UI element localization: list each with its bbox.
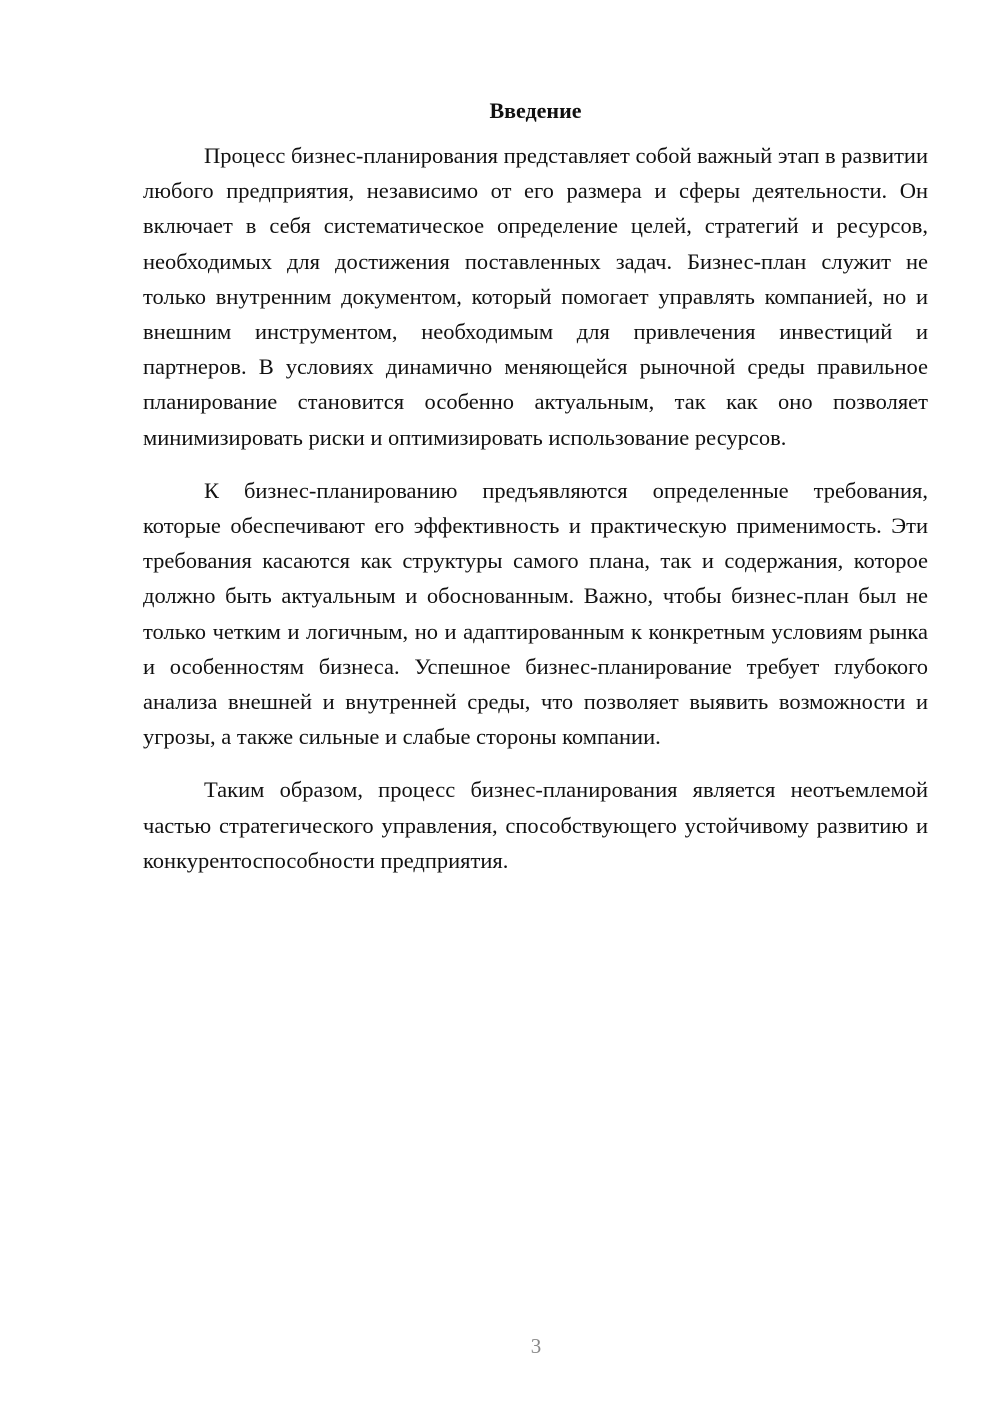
page-number: 3 — [530, 1334, 542, 1358]
document-body — [143, 96, 928, 878]
paragraph-intro: Процесс бизнес-планирования представляет собой важный этап в развитии любого предприятия, независимо от его размера и сферы деятельности. Он включает в себя систематическое определение целей, стратегий и ресурсов, необходимых для достижения поставленных задач. Бизнес-план служит не только внутренним документом, который помогает управлять компанией, но и внешним инструментом, необходимым для привлечения инвестиций и партнеров. В условиях динамично меняющейся рыночной среды правильное планирование становится особенно актуальным, так как оно позволяет минимизировать риски и оптимизировать использование ресурсов. — [143, 143, 928, 450]
paragraph-requirements: К бизнес-планированию предъявляются определенные требования, которые обеспечивают его эффективность и практическую применимость. Эти требования касаются как структуры самого плана, так и содержания, которое должно быть актуальным и обоснованным. Важно, чтобы бизнес-план был не только четким и логичным, но и адаптированным к конкретным условиям рынка и особенностям бизнеса. Успешное бизнес-планирование требует глубокого анализа внешней и внутренней среды, что позволяет выявить возможности и угрозы, а также сильные и слабые стороны компании. — [143, 477, 928, 750]
paragraph-conclusion: Таким образом, процесс бизнес-планирования является неотъемлемой частью стратегического управления, способствующего устойчивому развитию и конкурентоспособности предприятия. — [143, 777, 928, 873]
section-title: Введение — [489, 98, 582, 123]
